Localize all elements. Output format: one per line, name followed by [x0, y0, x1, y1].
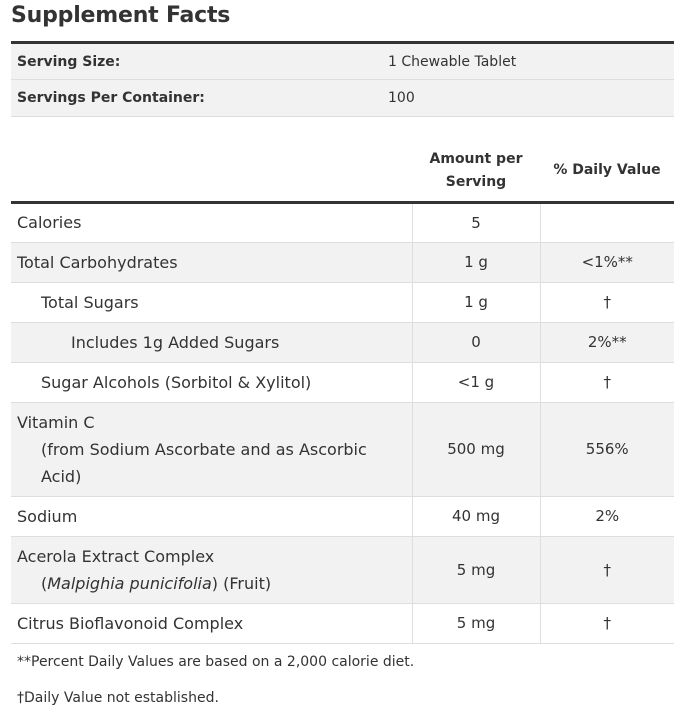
- amount-header-line1: Amount per: [429, 150, 523, 167]
- daily-value-header: % Daily Value: [540, 141, 674, 202]
- nutrient-amount: 5 mg: [412, 536, 540, 603]
- nutrient-amount: 5 mg: [412, 603, 540, 643]
- servings-per-container-value: 100: [382, 80, 674, 117]
- nutrient-amount: 500 mg: [412, 402, 540, 496]
- nutrient-name: Includes 1g Added Sugars: [11, 322, 412, 362]
- nutrient-table: [11, 141, 674, 644]
- table-row: [11, 536, 674, 603]
- nutrient-amount: 40 mg: [412, 496, 540, 536]
- nutrient-name: Total Sugars: [11, 282, 412, 322]
- table-row: [11, 402, 674, 496]
- nutrient-amount: 1 g: [412, 282, 540, 322]
- amount-header: [412, 141, 540, 202]
- nutrient-name: Citrus Bioflavonoid Complex: [11, 603, 412, 643]
- table-row: [11, 202, 674, 242]
- nutrient-daily-value: 2%: [540, 496, 674, 536]
- table-row: [11, 362, 674, 402]
- nutrient-source: (Malpighia punicifolia) (Fruit): [41, 573, 272, 593]
- table-header-row: [11, 141, 674, 202]
- nutrient-name-cell: [11, 402, 412, 496]
- nutrient-amount: 1 g: [412, 242, 540, 282]
- nutrient-amount: <1 g: [412, 362, 540, 402]
- servings-per-container-label: Servings Per Container:: [11, 80, 382, 117]
- nutrient-amount: 0: [412, 322, 540, 362]
- serving-size-row: [11, 43, 674, 80]
- botanical-name: Malpighia punicifolia: [47, 573, 212, 593]
- nutrient-daily-value: †: [540, 282, 674, 322]
- percent-daily-value-footnote: **Percent Daily Values are based on a 2,000 calorie diet.: [17, 654, 415, 670]
- nutrient-name: Calories: [11, 202, 412, 242]
- nutrient-source: (from Sodium Ascorbate and as Ascorbic Acid): [41, 439, 367, 486]
- nutrient-name: Total Carbohydrates: [11, 242, 412, 282]
- nutrient-daily-value: †: [540, 536, 674, 603]
- table-row: [11, 496, 674, 536]
- nutrient-daily-value: †: [540, 603, 674, 643]
- nutrient-daily-value: [540, 202, 674, 242]
- amount-header-line2: Serving: [445, 173, 507, 190]
- serving-table: [11, 41, 674, 117]
- nutrient-name: Sugar Alcohols (Sorbitol & Xylitol): [11, 362, 412, 402]
- nutrient-daily-value: 2%**: [540, 322, 674, 362]
- nutrient-header: [11, 141, 412, 202]
- page-title: Supplement Facts: [11, 3, 231, 28]
- servings-per-container-row: [11, 80, 674, 117]
- table-row: [11, 603, 674, 643]
- nutrient-name: Acerola Extract Complex: [17, 546, 215, 566]
- serving-size-label: Serving Size:: [11, 43, 382, 80]
- table-row: [11, 322, 674, 362]
- table-row: [11, 242, 674, 282]
- nutrient-daily-value: †: [540, 362, 674, 402]
- table-row: [11, 282, 674, 322]
- nutrient-name: Sodium: [11, 496, 412, 536]
- serving-size-value: 1 Chewable Tablet: [382, 43, 674, 80]
- plant-part: (Fruit): [218, 573, 272, 593]
- nutrient-amount: 5: [412, 202, 540, 242]
- daily-value-not-established-footnote: †Daily Value not established.: [17, 690, 219, 706]
- nutrient-name-cell: [11, 536, 412, 603]
- nutrient-name: Vitamin C: [17, 412, 95, 432]
- nutrient-daily-value: 556%: [540, 402, 674, 496]
- nutrient-daily-value: <1%**: [540, 242, 674, 282]
